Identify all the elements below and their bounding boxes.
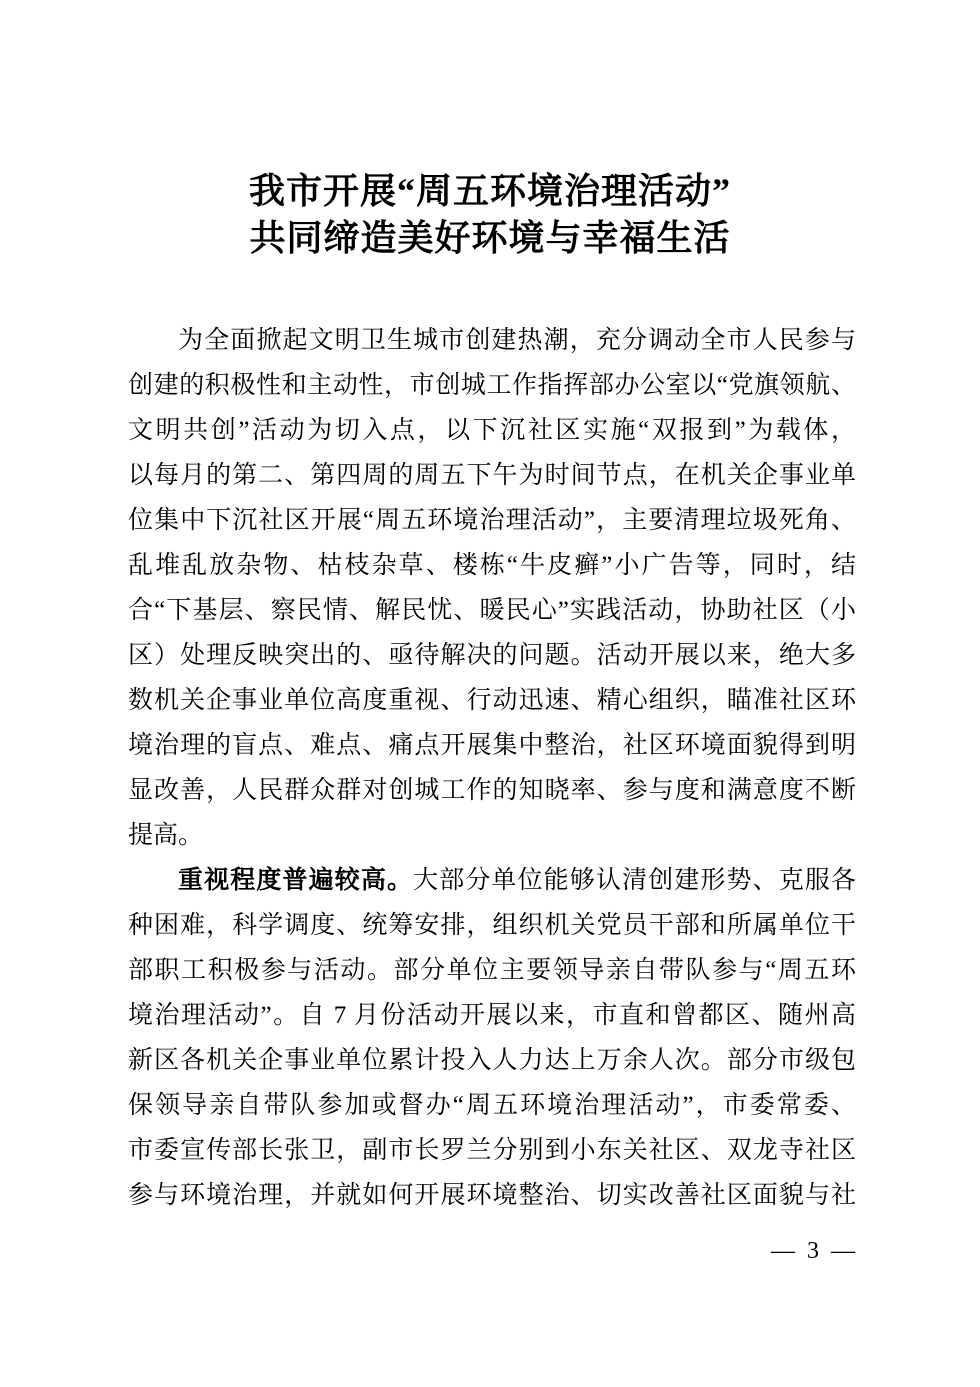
text-line: 种困难，科学调度、统筹安排，组织机关党员干部和所属单位干: [128, 912, 856, 939]
text-line: 数机关企事业单位高度重视、行动迅速、精心组织，瞄准社区环: [128, 687, 856, 714]
document-title: [0, 168, 980, 262]
text-line: 以每月的第二、第四周的周五下午为时间节点，在机关企事业单: [128, 462, 856, 489]
paragraph: [128, 858, 856, 1218]
text-line: 乱堆乱放杂物、枯枝杂草、楼栋“牛皮癣”小广告等，同时，结: [128, 552, 856, 579]
text-line: 创建的积极性和主动性，市创城工作指挥部办公室以“党旗领航、: [128, 372, 856, 399]
text-line: 保领导亲自带队参加或督办“周五环境治理活动”，市委常委、: [128, 1092, 856, 1119]
document-title-line-2: 共同缔造美好环境与幸福生活: [249, 218, 731, 258]
document-title-line-1: 我市开展“周五环境治理活动”: [248, 171, 731, 211]
paragraph: [128, 318, 856, 858]
text-line: 市委宣传部长张卫，副市长罗兰分别到小东关社区、双龙寺社区: [128, 1137, 856, 1164]
text-line: 境治理活动”。自 7 月份活动开展以来，市直和曾都区、随州高: [128, 1002, 856, 1029]
text-line: 境治理的盲点、难点、痛点开展集中整治，社区环境面貌得到明: [128, 732, 856, 759]
text-line: 位集中下沉社区开展“周五环境治理活动”，主要清理垃圾死角、: [128, 507, 856, 534]
text-line: 提高。: [128, 822, 204, 849]
text-line: 区）处理反映突出的、亟待解决的问题。活动开展以来，绝大多: [128, 642, 856, 669]
page-number: — 3 —: [771, 1238, 858, 1264]
text-line: 部职工积极参与活动。部分单位主要领导亲自带队参与“周五环: [128, 957, 856, 984]
text-line: 合“下基层、察民情、解民忧、暖民心”实践活动，协助社区（小: [128, 597, 856, 624]
text-line: 文明共创”活动为切入点，以下沉社区实施“双报到”为载体，: [128, 417, 856, 444]
text-line: 重视程度普遍较高。大部分单位能够认清创建形势、克服各: [178, 866, 856, 894]
text-line: 参与环境治理，并就如何开展环境整治、切实改善社区面貌与社: [128, 1182, 856, 1209]
paragraph-lead-bold: 重视程度普遍较高。: [178, 866, 414, 894]
text-line: 显改善，人民群众群对创城工作的知晓率、参与度和满意度不断: [128, 777, 856, 804]
text-line: 为全面掀起文明卫生城市创建热潮，充分调动全市人民参与: [178, 327, 856, 354]
text-line: 新区各机关企事业单位累计投入人力达上万余人次。部分市级包: [128, 1047, 856, 1074]
document-body: [128, 318, 856, 1218]
